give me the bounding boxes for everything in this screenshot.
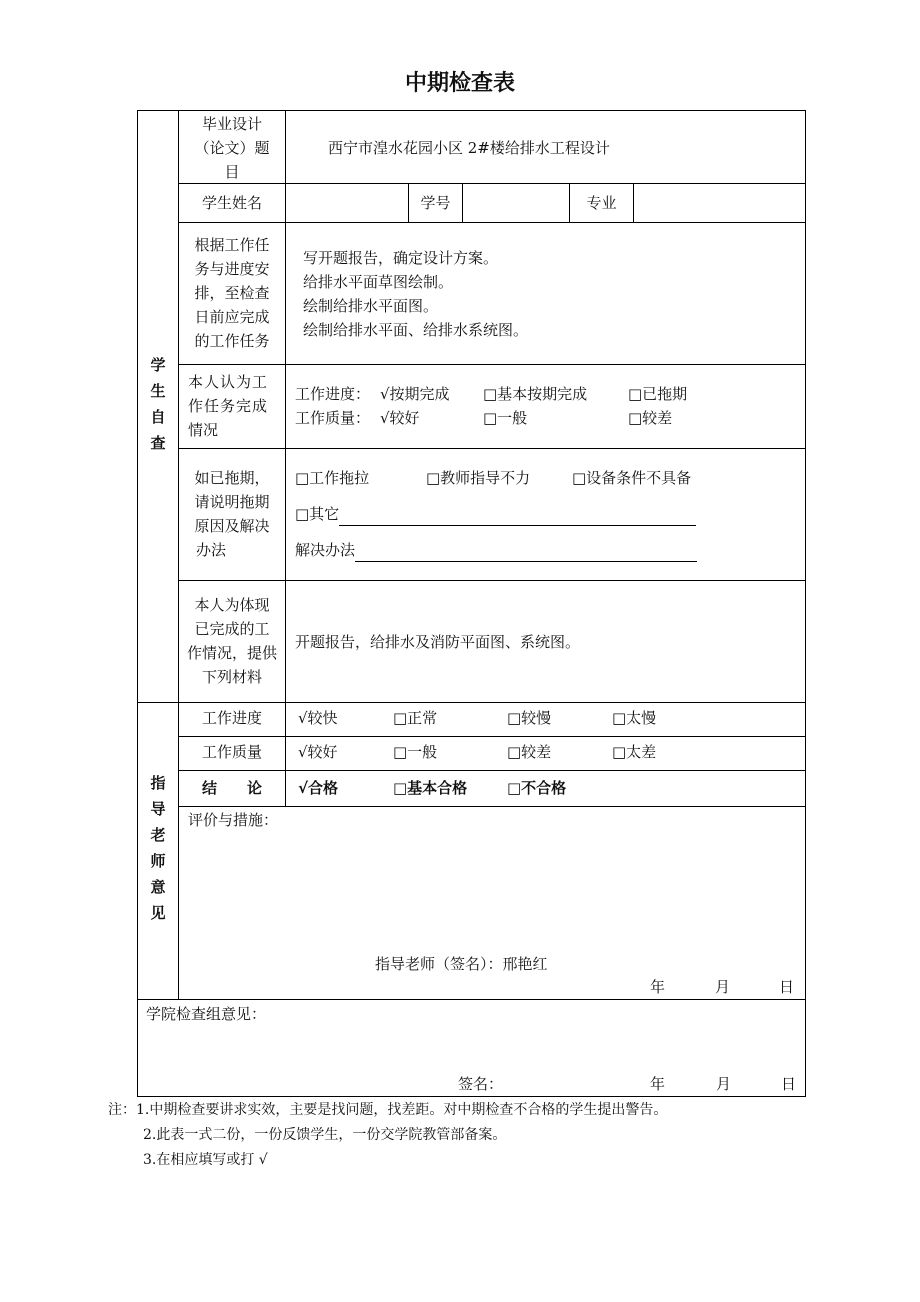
teacher-quality-label: 工作质量	[201, 743, 262, 761]
college-date-day: 日	[781, 1075, 797, 1093]
task-item: 写开题报告，确定设计方案。	[303, 249, 499, 267]
delay-label-line: 原因及解决	[194, 517, 270, 535]
topic-label-line: （论文）题	[194, 139, 270, 157]
self-eval-label-line: 本人认为工	[188, 373, 269, 391]
row-line	[178, 736, 806, 737]
delay-other-label[interactable]: □其它	[295, 505, 340, 523]
self-quality-option-good[interactable]: √较好	[380, 409, 420, 427]
materials-label-line: 本人为体现	[194, 596, 270, 614]
tasks-label-line: 排，至检查	[194, 284, 270, 302]
section-divider	[178, 110, 179, 1000]
table-border-bottom	[137, 1096, 806, 1097]
college-date-month: 月	[716, 1075, 732, 1093]
delay-solution-label: 解决办法	[295, 541, 356, 559]
college-date-year: 年	[650, 1075, 666, 1093]
teacher-quality-option-average[interactable]: □一般	[393, 743, 438, 761]
label-divider	[285, 110, 286, 702]
conclusion-option-basic-pass[interactable]: □基本合格	[393, 779, 468, 797]
college-opinion-label: 学院检查组意见：	[146, 1005, 267, 1023]
tasks-label-line: 根据工作任	[194, 236, 270, 254]
materials-label-line: 作情况，提供	[186, 644, 277, 662]
section-label-teacher: 指导老师意见	[150, 774, 166, 922]
delay-label-line: 请说明拖期	[194, 493, 270, 511]
college-sign-label: 签名：	[458, 1075, 504, 1093]
note-line: 注：1.中期检查要讲求实效，主要是找问题，找差距。对中期检查不合格的学生提出警告。	[108, 1102, 668, 1118]
delay-solution-row	[295, 538, 697, 562]
page-title: 中期检查表	[404, 71, 515, 96]
note-line: 3.在相应填写或打 √	[143, 1152, 268, 1168]
materials-value: 开题报告，给排水及消防平面图、系统图。	[295, 633, 581, 651]
section-line	[137, 999, 806, 1000]
self-quality-label: 工作质量：	[295, 409, 371, 427]
student-id-label: 学号	[420, 194, 451, 212]
topic-label-line: 毕业设计	[201, 115, 262, 133]
self-progress-option-ontime[interactable]: √按期完成	[380, 385, 450, 403]
row-line	[178, 364, 806, 365]
college-opinion-area[interactable]	[146, 1028, 796, 1068]
cell-divider	[633, 183, 634, 223]
delay-solution-field[interactable]	[355, 541, 697, 562]
self-progress-option-mostly-ontime[interactable]: □基本按期完成	[483, 385, 588, 403]
delay-option-equipment[interactable]: □设备条件不具备	[572, 469, 692, 487]
table-border-top	[137, 110, 806, 111]
comment-label: 评价与措施：	[188, 811, 279, 829]
section-line	[137, 702, 806, 703]
delay-label-line: 如已拖期，	[194, 469, 270, 487]
self-eval-label-line: 情况	[188, 421, 219, 439]
teacher-signature: 指导老师（签名）：邢艳红	[375, 955, 548, 973]
row-line	[178, 806, 806, 807]
delay-label-line: 办法	[196, 541, 227, 559]
teacher-date-day: 日	[779, 978, 795, 996]
row-line	[178, 580, 806, 581]
label-divider-teacher	[285, 702, 286, 806]
comment-area[interactable]	[186, 834, 796, 944]
conclusion-option-fail[interactable]: □不合格	[507, 779, 567, 797]
self-progress-label: 工作进度：	[295, 385, 371, 403]
topic-value: 西宁市湟水花园小区 2#楼给排水工程设计	[328, 139, 610, 157]
teacher-date-month: 月	[715, 978, 731, 996]
note-line: 2.此表一式二份，一份反馈学生，一份交学院教管部备案。	[143, 1127, 507, 1143]
tasks-label-line: 日前应完成	[194, 308, 270, 326]
teacher-date-year: 年	[650, 978, 666, 996]
delay-other-row	[295, 502, 696, 526]
student-name-label: 学生姓名	[201, 194, 262, 212]
section-label-student: 学生自查	[150, 356, 166, 452]
teacher-quality-option-very-poor[interactable]: □太差	[612, 743, 657, 761]
row-line	[178, 222, 806, 223]
major-label: 专业	[586, 194, 617, 212]
conclusion-label: 结 论	[201, 779, 262, 797]
delay-option-procrastination[interactable]: □工作拖拉	[295, 469, 370, 487]
self-eval-label-line: 作任务完成	[188, 397, 269, 415]
self-progress-option-delayed[interactable]: □已拖期	[628, 385, 688, 403]
self-quality-option-poor[interactable]: □较差	[628, 409, 673, 427]
row-line	[178, 770, 806, 771]
table-border-right	[805, 110, 806, 1097]
materials-label-line: 下列材料	[201, 668, 262, 686]
materials-label-line: 已完成的工	[194, 620, 270, 638]
task-item: 绘制给排水平面、给排水系统图。	[303, 321, 529, 339]
teacher-progress-option-too-slow[interactable]: □太慢	[612, 709, 657, 727]
task-item: 绘制给排水平面图。	[303, 297, 439, 315]
teacher-progress-option-slow[interactable]: □较慢	[507, 709, 552, 727]
teacher-quality-option-good[interactable]: √较好	[298, 743, 338, 761]
task-item: 给排水平面草图绘制。	[303, 273, 454, 291]
cell-divider	[462, 183, 463, 223]
tasks-label-line: 务与进度安	[194, 260, 270, 278]
table-border-left	[137, 110, 138, 1097]
tasks-label-line: 的工作任务	[194, 332, 270, 350]
teacher-progress-option-fast[interactable]: √较快	[298, 709, 338, 727]
delay-option-supervision[interactable]: □教师指导不力	[426, 469, 531, 487]
teacher-progress-option-normal[interactable]: □正常	[393, 709, 438, 727]
row-line	[178, 448, 806, 449]
topic-label-line: 目	[224, 163, 240, 181]
teacher-progress-label: 工作进度	[201, 709, 262, 727]
delay-other-field[interactable]	[339, 505, 696, 526]
conclusion-option-pass[interactable]: √合格	[298, 779, 339, 797]
self-quality-option-average[interactable]: □一般	[483, 409, 528, 427]
teacher-quality-option-poor[interactable]: □较差	[507, 743, 552, 761]
